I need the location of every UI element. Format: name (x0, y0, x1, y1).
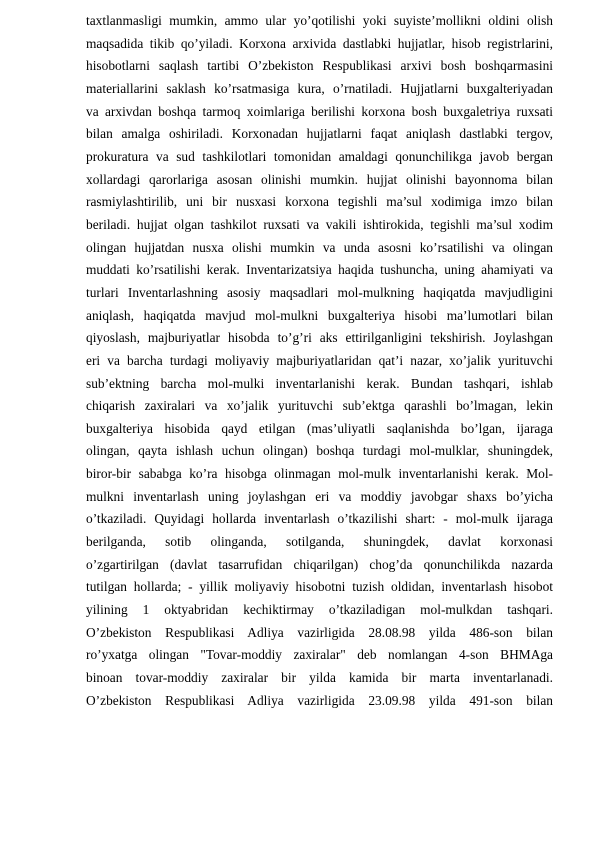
text-line: prokuratura va sud tashkilotlari tomonidan amaldagi qonunchilikga javob bergan (86, 148, 553, 164)
text-line: eri va barcha turdagi moliyaviy majburiyatlaridan qat’i nazar, xo’jalik yurituvchi (86, 352, 553, 368)
text-line: O’zbekiston Respublikasi Adliya vazirligida 28.08.98 yilda 486-son bilan (86, 624, 553, 640)
text-line: taxtlanmasligi mumkin, ammo ular yo’qotilishi yoki suyiste’mollikni oldini olish (86, 13, 553, 28)
text-line: sub’ektning barcha mol-mulki inventarlanishi kerak. Bundan tashqari, ishlab (86, 375, 553, 391)
text-line: ro’yxatga olingan "Tovar-moddiy zaxiralar" deb nomlangan 4-son BHMAga (86, 647, 553, 663)
text-line: bilan amalga oshiriladi. Korxonadan hujjatlarni faqat aniqlash dastlabki tergov, (86, 126, 553, 142)
text-line: va arxivdan boshqa tarmoq xoimlariga berilishi korxona bosh buxgaletriya ruxsati (86, 103, 553, 119)
text-line: turlari Inventarlashning asosiy maqsadlari mol-mulkning haqiqatda mavjudligini (86, 284, 553, 300)
text-line: beriladi. hujjat olgan tashkilot ruxsati va vakili ishtirokida, tegishli ma’sul xodim (86, 216, 553, 232)
text-line: o’tkaziladi. Quyidagi hollarda inventarlash o’tkazilishi shart: - mol-mulk ijaraga (86, 511, 553, 527)
text-line: biror-bir sababga ko’ra hisobga olinmagan mol-mulk inventarlanishi kerak. Mol- (86, 466, 553, 482)
text-line: olingan, qayta ishlash uchun olingan) boshqa turdagi mol-mulklar, shuningdek, (86, 443, 553, 459)
text-line: tutilgan hollarda; - yillik moliyaviy hisobotni tuzish oldidan, inventarlash hisobot (86, 579, 553, 595)
text-line: buxgalteriya hisobida qayd etilgan (mas’uliyatli saqlanishda bo’lgan, ijaraga (86, 420, 553, 436)
text-line: muddati ko’rsatilishi kerak. Inventarizatsiya haqida tushuncha, uning ahamiyati va (86, 262, 553, 278)
text-line: olingan hujjatdan nusxa olishi mumkin va unda asosni ko’rsatilishi va olingan (86, 239, 553, 255)
text-line: maqsadida tikib qo’yiladi. Korxona arxivida dastlabki hujjatlar, hisob registrlarini, (86, 35, 553, 51)
text-line: materiallarini saklash ko’rsatmasiga kura, o’rnatiladi. Hujjatlarni buxgalteriyadan (86, 80, 553, 96)
body-text (86, 10, 553, 712)
text-line: xollardagi qarorlariga asosan olinishi mumkin. hujjat olinishi bayonnoma bilan (86, 171, 553, 187)
text-line: mulkni inventarlash uning joylashgan eri va moddiy javobgar shaxs bo’yicha (86, 488, 553, 504)
text-line: yilining 1 oktyabridan kechiktirmay o’tkaziladigan mol-mulkdan tashqari. (86, 602, 553, 618)
text-line: O’zbekiston Respublikasi Adliya vazirligida 23.09.98 yilda 491-son bilan (86, 692, 553, 708)
text-line: hisobotlarni saqlash tartibi O’zbekiston Respublikasi arxivi bosh boshqarmasini (86, 58, 553, 74)
text-line: qiyoslash, majburiyatlar hisobda to’g’ri aks ettirilganligini tekshirish. Joylashgan (86, 330, 553, 346)
text-line: binoan tovar-moddiy zaxiralar bir yilda kamida bir marta inventarlanadi. (86, 670, 553, 686)
text-line: chiqarish zaxiralari va xo’jalik yurituvchi sub’ektga qarashli bo’lmagan, lekin (86, 398, 553, 414)
text-line: berilganda, sotib olinganda, sotilganda, shuningdek, davlat korxonasi (86, 534, 553, 550)
text-line: o’zgartirilgan (davlat tasarrufidan chiqarilgan) chog’da qonunchilikda nazarda (86, 556, 553, 572)
text-line: rasmiylashtirilib, uni bir nusxasi korxona tegishli ma’sul xodimiga imzo bilan (86, 194, 553, 210)
text-line: aniqlash, haqiqatda mavjud mol-mulkni buxgalteriya hisobi ma’lumotlari bilan (86, 307, 553, 323)
